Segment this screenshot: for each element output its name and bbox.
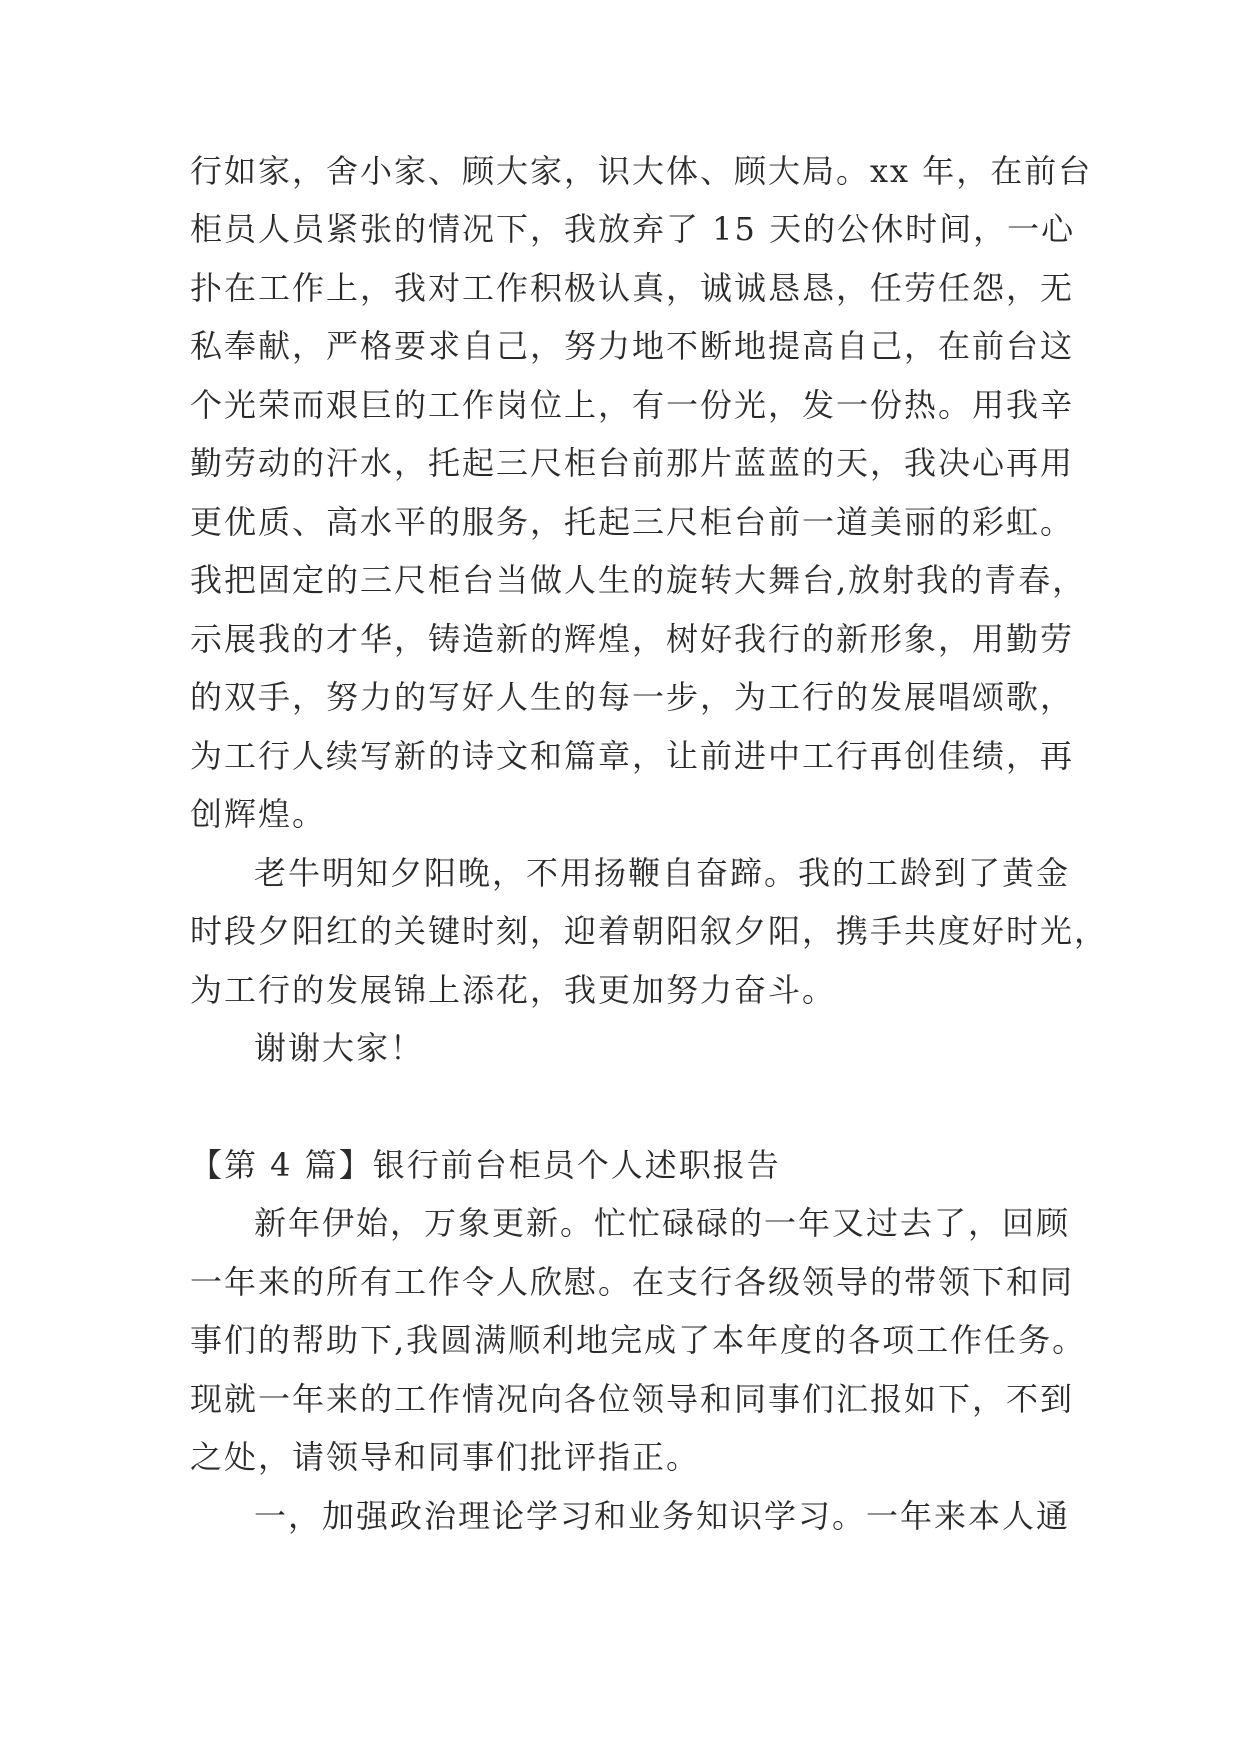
body-text-line: 我把固定的三尺柜台当做人生的旋转大舞台,放射我的青春， <box>190 561 1087 599</box>
body-text-line: 更优质、高水平的服务，托起三尺柜台前一道美丽的彩虹。 <box>190 503 1075 541</box>
body-text-line: 老牛明知夕阳晚，不用扬鞭自奋蹄。我的工龄到了黄金 <box>254 854 1071 892</box>
body-text-line: 一年来的所有工作令人欣慰。在支行各级领导的带领下和同 <box>190 1263 1075 1301</box>
body-text-line: 私奉献，严格要求自己，努力地不断地提高自己，在前台这 <box>190 327 1075 365</box>
section-heading: 【第 4 篇】银行前台柜员个人述职报告 <box>190 1146 781 1184</box>
body-text-line: 示展我的才华，铸造新的辉煌，树好我行的新形象，用勤劳 <box>190 620 1075 658</box>
body-text-line: 时段夕阳红的关键时刻，迎着朝阳叙夕阳，携手共度好时光， <box>190 912 1109 950</box>
body-text-line: 之处，请领导和同事们批评指正。 <box>190 1438 701 1476</box>
body-text-line: 扑在工作上，我对工作积极认真，诚诚恳恳，任劳任怨，无 <box>190 269 1075 307</box>
body-text-line: 的双手，努力的写好人生的每一步，为工行的发展唱颂歌， <box>190 678 1075 716</box>
body-text-line: 行如家，舍小家、顾大家，识大体、顾大局。xx 年，在前台 <box>190 152 1093 190</box>
body-text-line: 创辉煌。 <box>190 795 327 833</box>
body-text-line: 为工行的发展锦上添花，我更加努力奋斗。 <box>190 971 837 1009</box>
body-text-line: 现就一年来的工作情况向各位领导和同事们汇报如下，不到 <box>190 1380 1075 1418</box>
body-text-line: 为工行人续写新的诗文和篇章，让前进中工行再创佳绩，再 <box>190 737 1075 775</box>
body-text-line: 个光荣而艰巨的工作岗位上，有一份光，发一份热。用我辛 <box>190 386 1075 424</box>
body-text-line: 柜员人员紧张的情况下，我放弃了 15 天的公休时间，一心 <box>190 210 1076 248</box>
body-text-line: 勤劳动的汗水，托起三尺柜台前那片蓝蓝的天，我决心再用 <box>190 444 1075 482</box>
body-text-line: 新年伊始，万象更新。忙忙碌碌的一年又过去了，回顾 <box>254 1204 1071 1242</box>
body-text-line: 事们的帮助下,我圆满顺利地完成了本年度的各项工作任务。 <box>190 1321 1087 1359</box>
body-text-line: 一，加强政治理论学习和业务知识学习。一年来本人通 <box>254 1497 1071 1535</box>
closing-line: 谢谢大家！ <box>254 1029 425 1067</box>
